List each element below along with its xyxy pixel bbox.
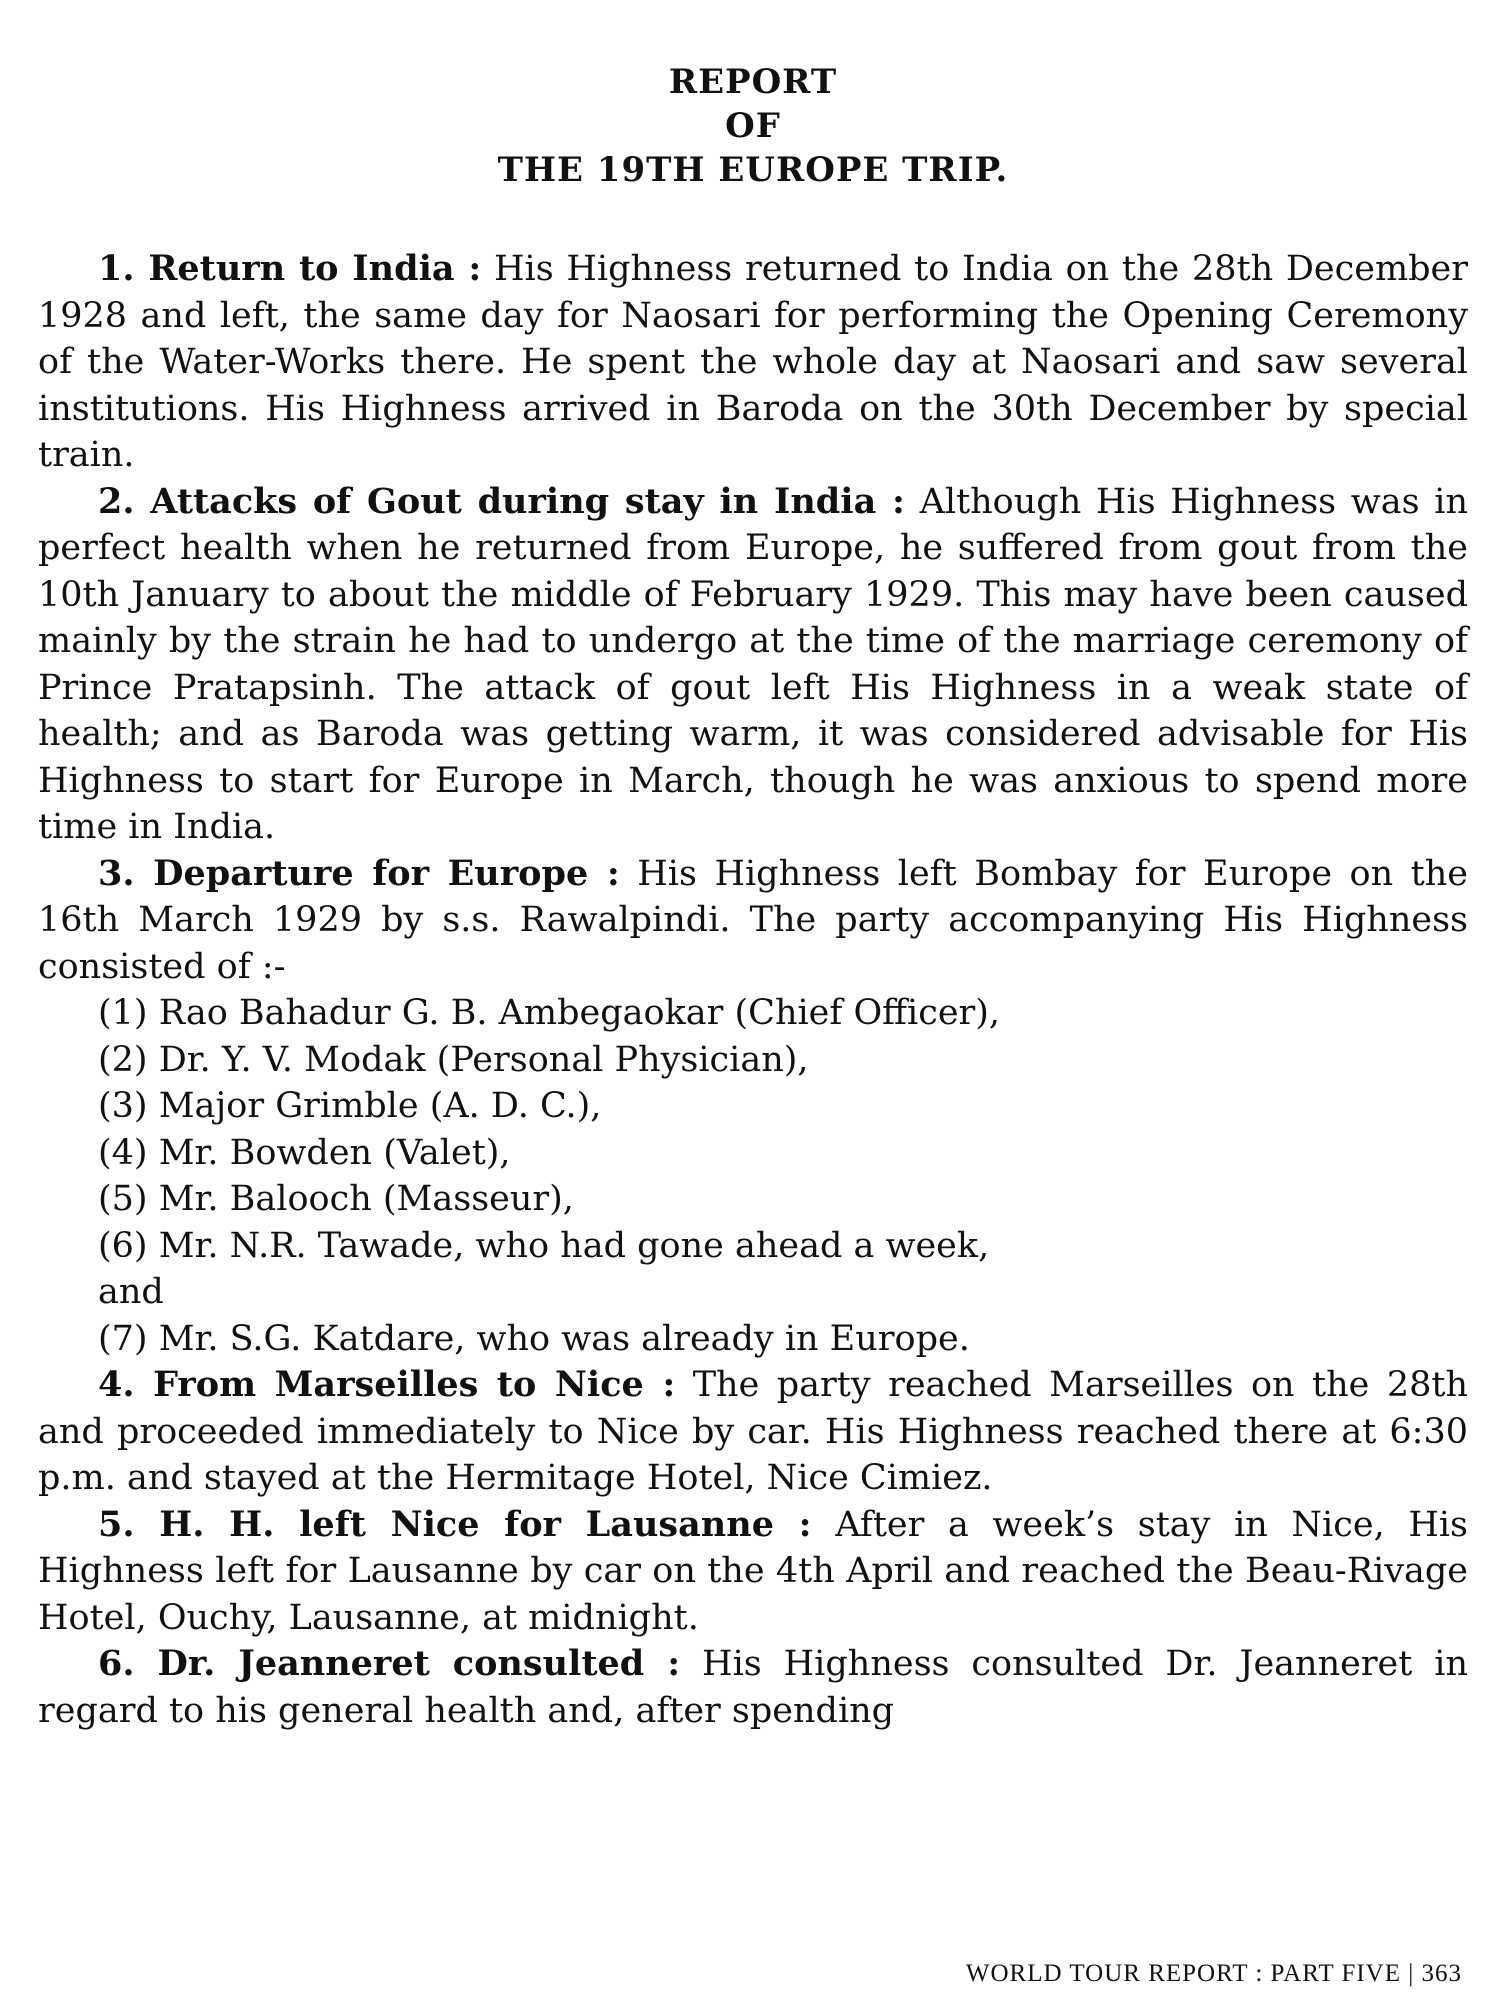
party-member: (2) Dr. Y. V. Modak (Personal Physician),	[98, 1039, 809, 1080]
document-page	[38, 60, 1468, 1734]
page-footer: WORLD TOUR REPORT : PART FIVE | 363	[965, 1960, 1462, 1987]
party-conjunction: and	[98, 1272, 164, 1312]
section-attacks-of-gout	[38, 479, 1468, 851]
party-member: (4) Mr. Bowden (Valet),	[98, 1132, 511, 1173]
party-list	[38, 990, 1468, 1362]
report-body	[38, 246, 1468, 1734]
title-line-of: OF	[725, 106, 781, 146]
title-line-report: REPORT	[668, 62, 838, 102]
party-member: (5) Mr. Balooch (Masseur),	[98, 1179, 574, 1219]
section-text: His Highness left Bombay for Europe on the 16th March 1929 by s.s. Rawalpindi. The party accompanying His Highness consisted of :-	[38, 853, 1468, 987]
section-heading: 4. From Marseilles to Nice :	[98, 1364, 676, 1405]
section-text: His Highness returned to India on the 28th December 1928 and left, the same day for Naosari for performing the Opening Ceremony of the Water-Works there. He spent the whole day at Naosari and saw several institutions. His Highness arrived in Baroda on the 30th December by special train.	[38, 249, 1468, 475]
section-heading: 3. Departure for Europe :	[98, 852, 620, 894]
page-title	[38, 60, 1468, 192]
section-heading: 2. Attacks of Gout during stay in India :	[98, 480, 905, 522]
section-dr-jeanneret	[38, 1641, 1468, 1734]
section-marseilles-to-nice	[38, 1362, 1468, 1502]
party-member: (7) Mr. S.G. Katdare, who was already in Europe.	[98, 1318, 970, 1359]
section-heading: 5. H. H. left Nice for Lausanne :	[98, 1503, 812, 1545]
party-member: (3) Major Grimble (A. D. C.),	[98, 1086, 602, 1126]
section-heading: 6. Dr. Jeanneret consulted :	[98, 1643, 681, 1684]
party-member: (1) Rao Bahadur G. B. Ambegaokar (Chief Officer),	[98, 993, 1001, 1033]
section-text: His Highness consulted Dr. Jeanneret in regard to his general health and, after spending	[38, 1644, 1468, 1731]
section-text: The party reached Marseilles on the 28th and proceeded immediately to Nice by car. His Highness reached there at 6:30 p.m. and stayed at the Hermitage Hotel, Nice Cimiez.	[38, 1365, 1468, 1498]
party-member: (6) Mr. N.R. Tawade, who had gone ahead a week,	[98, 1225, 990, 1266]
section-nice-to-lausanne	[38, 1502, 1468, 1642]
section-heading: 1. Return to India :	[98, 248, 482, 289]
section-text: After a week’s stay in Nice, His Highness left for Lausanne by car on the 4th April and reached the Beau-Rivage Hotel, Ouchy, Lausanne, at midnight.	[38, 1504, 1468, 1638]
section-return-to-india	[38, 246, 1468, 479]
section-departure-for-europe	[38, 851, 1468, 991]
title-line-trip: THE 19TH EUROPE TRIP.	[497, 150, 1009, 190]
section-text: Although His Highness was in perfect health when he returned from Europe, he suffered from gout from the 10th January to about the middle of February 1929. This may have been caused mainly by the strain he had to undergo at the time of the marriage ceremony of Prince Pratapsinh. The attack of gout left His Highness in a weak state of health; and as Baroda was getting warm, it was considered advisable for His Highness to start for Europe in March, though he was anxious to spend more time in India.	[38, 481, 1468, 847]
